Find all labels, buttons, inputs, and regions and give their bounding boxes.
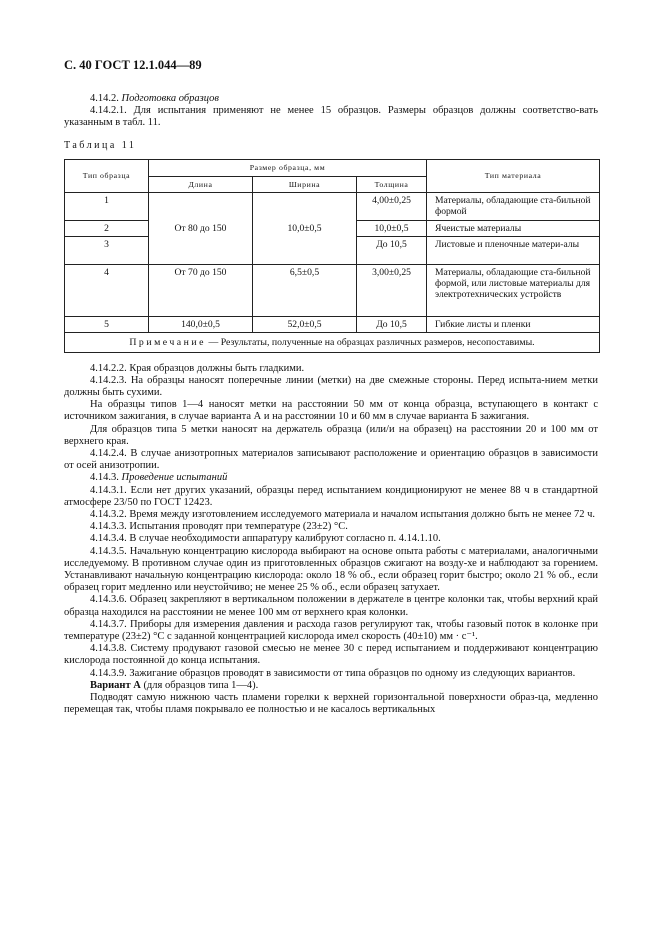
cell-thickness: 3,00±0,25 bbox=[357, 264, 427, 316]
para-4-14-2-3: 4.14.2.3. На образцы наносят поперечные линии (метки) на две смежные стороны. Перед испыта-нием метки должны быть сухими. bbox=[64, 374, 598, 399]
section-number: 4.14.3. bbox=[90, 472, 119, 484]
section-4-14-2-heading bbox=[64, 93, 598, 105]
variant-a-scope: (для образцов типа 1—4). bbox=[140, 679, 259, 691]
para-4-14-3-7: 4.14.3.7. Приборы для измерения давления и расхода газов регулируют так, чтобы газовый поток в колонке при температуре (23±2) °С с заданной концентрацией кислорода имел скорость (40±10) мм · с⁻¹. bbox=[64, 618, 598, 643]
table-row bbox=[65, 264, 600, 316]
para-4-14-3-8: 4.14.3.8. Систему продувают газовой смесью не менее 30 с перед испытанием и поддерживают концентрацию кислорода постоянной до конца испытания. bbox=[64, 643, 598, 667]
section-title: Подготовка образцов bbox=[121, 93, 219, 104]
cell-length: От 80 до 150 bbox=[149, 192, 253, 264]
header-length: Длина bbox=[149, 176, 253, 192]
cell-material: Ячеистые материалы bbox=[427, 220, 600, 236]
para-marks-types-1-4: На образцы типов 1—4 наносят метки на расстоянии 50 мм от конца образца, вступающего в контакт с источником зажигания, в случае варианта А и на расстоянии 10 и 60 мм в случае варианта Б зажигания. bbox=[64, 399, 598, 423]
cell-type: 1 bbox=[65, 192, 149, 220]
para-4-14-3-5: 4.14.3.5. Начальную концентрацию кислорода выбирают на основе опыта работы с материалами, аналогичными исследуемому. В противном случае один из приготовленных образцов сжигают на возду-хе и наблюдают за горением. Устанавливают начальную концентрацию кислорода: около 18 % об., если образец горит быстро; около 21 % об., если образец горит медленно или неустойчиво; не менее 25 % об., если образец затухает. bbox=[64, 545, 598, 594]
header-type: Тип образца bbox=[65, 159, 149, 192]
para-4-14-2-2: 4.14.2.2. Края образцов должны быть гладкими. bbox=[90, 362, 305, 374]
cell-length: От 70 до 150 bbox=[149, 264, 253, 316]
cell-material: Материалы, обладающие ста-бильной формой, или листовые материалы для электротехнических устройств bbox=[427, 264, 600, 316]
table-row bbox=[65, 192, 600, 220]
para-4-14-3-4: 4.14.3.4. В случае необходимости аппаратуру калибруют согласно п. 4.14.1.10. bbox=[90, 533, 441, 545]
table-row bbox=[65, 316, 600, 332]
cell-width: 52,0±0,5 bbox=[253, 316, 357, 332]
body-text bbox=[64, 363, 598, 717]
para-4-14-3-1: 4.14.3.1. Если нет других указаний, образцы перед испытанием кондиционируют не менее 88 ч в стандартной атмосфере 23/50 по ГОСТ 12423. bbox=[64, 484, 598, 508]
sample-size-table bbox=[64, 159, 600, 353]
para-4-14-2-1: 4.14.2.1. Для испытания применяют не менее 15 образцов. Размеры образцов должны соответство-вать указанным в табл. 11. bbox=[64, 105, 598, 129]
cell-type: 4 bbox=[65, 264, 149, 316]
document-page bbox=[64, 58, 598, 717]
para-4-14-2-4: 4.14.2.4. В случае анизотропных материалов записывают расположение и ориентацию образцов в зависимости от осей анизотропии. bbox=[64, 448, 598, 472]
cell-material: Листовые и пленочные матери-алы bbox=[427, 236, 600, 264]
header-material: Тип материала bbox=[427, 159, 600, 192]
cell-thickness: 4,00±0,25 bbox=[357, 192, 427, 220]
table-note bbox=[65, 332, 600, 352]
cell-type: 2 bbox=[65, 220, 149, 236]
para-4-14-3-6: 4.14.3.6. Образец закрепляют в вертикальном положении в держателе в центре колонки так, чтобы верхний край образца находился на расстоянии не менее 100 мм от верхнего края колонки. bbox=[64, 594, 598, 618]
header-thickness: Толщина bbox=[357, 176, 427, 192]
cell-width: 10,0±0,5 bbox=[253, 192, 357, 264]
variant-a-label: Вариант А bbox=[90, 679, 141, 691]
para-4-14-3-9: 4.14.3.9. Зажигание образцов проводят в зависимости от типа образцов по одному из следующих вариантов. bbox=[90, 667, 576, 679]
cell-thickness: До 10,5 bbox=[357, 236, 427, 264]
para-4-14-3-3: 4.14.3.3. Испытания проводят при температуре (23±2) °С. bbox=[90, 521, 348, 533]
para-variant-a-text: Подводят самую нижнюю часть пламени горелки к верхней горизонтальной поверхности образ-ца, медленно перемещая так, чтобы пламя покрывало ее полностью и не касалось вертикальных bbox=[64, 692, 598, 716]
cell-material: Гибкие листы и пленки bbox=[427, 316, 600, 332]
cell-thickness: 10,0±0,5 bbox=[357, 220, 427, 236]
header-width: Ширина bbox=[253, 176, 357, 192]
note-text: — Результаты, полученные на образцах различных размеров, несопоставимы. bbox=[206, 336, 535, 348]
para-4-14-3-2: 4.14.3.2. Время между изготовлением исследуемого материала и началом испытания должно быть не менее 72 ч. bbox=[90, 509, 596, 521]
table-caption: Таблица 11 bbox=[64, 139, 137, 151]
variant-a-heading bbox=[64, 680, 598, 692]
cell-width: 6,5±0,5 bbox=[253, 264, 357, 316]
note-label: Примечание bbox=[129, 336, 206, 348]
cell-length: 140,0±0,5 bbox=[149, 316, 253, 332]
header-size: Размер образца, мм bbox=[149, 159, 427, 176]
page-header: С. 40 ГОСТ 12.1.044—89 bbox=[64, 58, 202, 72]
para-marks-type-5: Для образцов типа 5 метки наносят на держатель образца (или/и на образец) на расстоянии 20 и 100 мм от верхнего края. bbox=[64, 423, 598, 447]
cell-thickness: До 10,5 bbox=[357, 316, 427, 332]
cell-type: 5 bbox=[65, 316, 149, 332]
section-title: Проведение испытаний bbox=[121, 472, 228, 484]
cell-type: 3 bbox=[65, 236, 149, 264]
section-4-14-3-heading bbox=[64, 472, 598, 484]
cell-material: Материалы, обладающие ста-бильной формой bbox=[427, 192, 600, 220]
section-number: 4.14.2. bbox=[90, 93, 119, 104]
